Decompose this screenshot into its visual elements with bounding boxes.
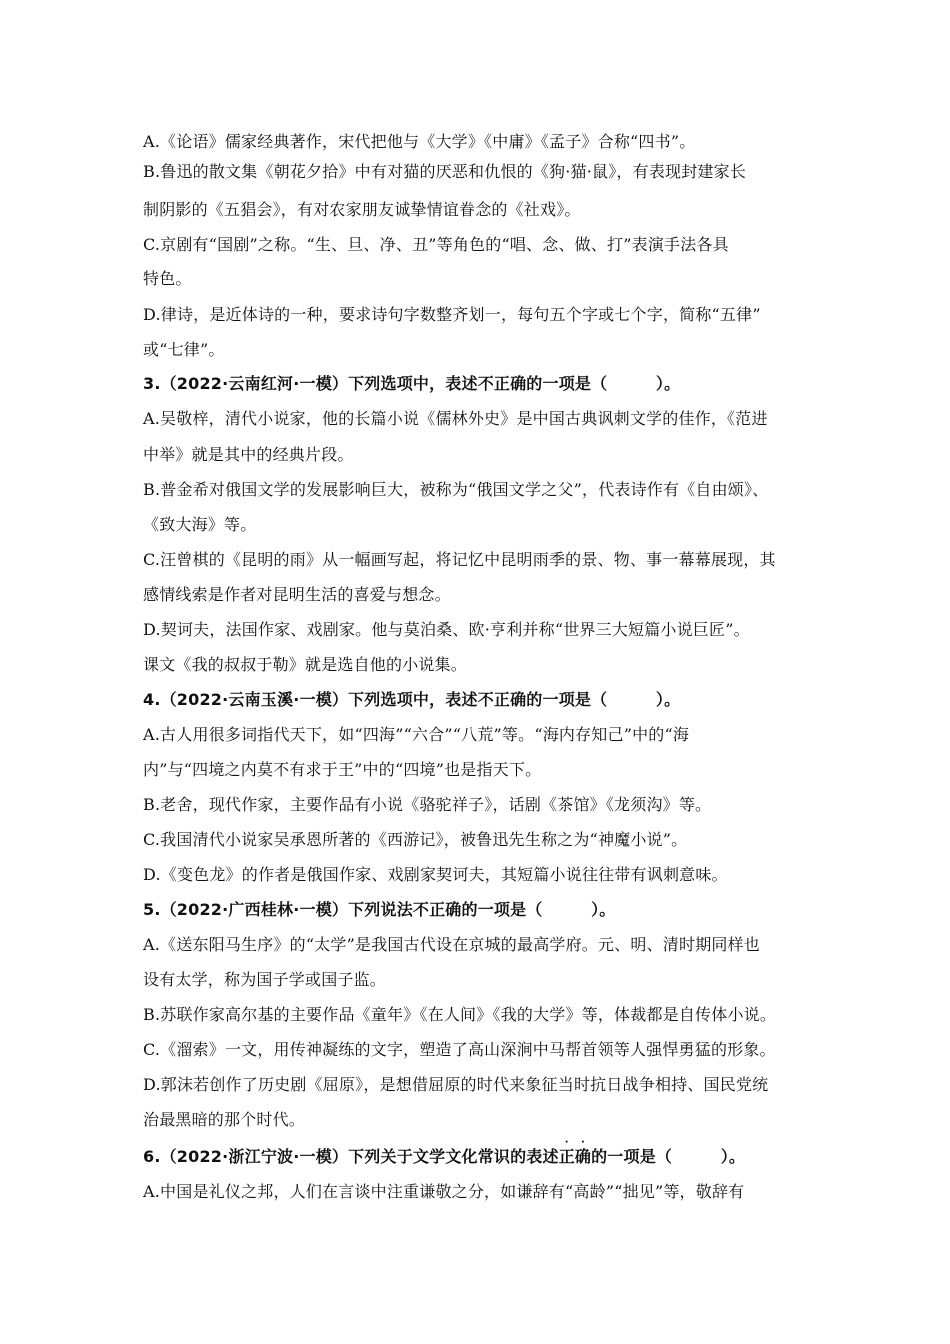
text-line: 或“七律”。 [143, 340, 225, 359]
text-line: 内”与“四境之内莫不有求于王”中的“四境”也是指天下。 [143, 760, 542, 779]
text-line: 制阴影的《五猖会》，有对农家朋友诚挚情谊眷念的《社戏》。 [143, 200, 581, 219]
text-line: D.契诃夫，法国作家、戏剧家。他与莫泊桑、欧·亨利并称“世界三大短篇小说巨匠”。 [143, 620, 750, 639]
text-line: B.鲁迅的散文集《朝花夕拾》中有对猫的厌恶和仇恨的《狗·猫·鼠》，有表现封建家长 [143, 162, 747, 181]
text-line: 《致大海》等。 [143, 515, 257, 534]
text-line: 特色。 [143, 269, 192, 288]
text-line: D.郭沫若创作了历史剧《屈原》，是想借屈原的时代来象征当时抗日战争相持、国民党统 [143, 1075, 769, 1094]
text-line: 课文《我的叔叔于勒》就是选自他的小说集。 [143, 655, 468, 674]
question-6-heading [143, 1137, 823, 1168]
emphasis-dot: · [564, 1137, 569, 1148]
question-4-heading: 4.（2022·云南玉溪·一模）下列选项中，表述不正确的一项是（ ）。 [143, 690, 681, 709]
text-line: A.古人用很多词指代天下，如“四海”“六合”“八荒”等。“海内存知己”中的“海 [143, 725, 690, 744]
emphasis-char: · 正 [558, 1137, 575, 1166]
text-line: A.《送东阳马生序》的“太学”是我国古代设在京城的最高学府。元、明、清时期同样也 [143, 935, 761, 954]
text-line: 设有太学，称为国子学或国子监。 [143, 970, 387, 989]
text-line: C.京剧有“国剧”之称。“生、旦、净、丑”等角色的“唱、念、做、打”表演手法各具 [143, 235, 729, 254]
emphasis-dot: · [581, 1137, 585, 1148]
question-3-heading: 3.（2022·云南红河·一模）下列选项中，表述不正确的一项是（ ）。 [143, 374, 681, 393]
text-line: 感情线索是作者对昆明生活的喜爱与想念。 [143, 585, 451, 604]
text-line: 中举》就是其中的经典片段。 [143, 445, 354, 464]
text-line: C.汪曾棋的《昆明的雨》从一幅画写起，将记忆中昆明雨季的景、物、事一幕幕展现，其 [143, 550, 776, 569]
text-line: A.中国是礼仪之邦，人们在言谈中注重谦敬之分，如谦辞有“高龄”“拙见”等，敬辞有 [143, 1182, 745, 1201]
question-5-heading: 5.（2022·广西桂林·一模）下列说法不正确的一项是（ ）。 [143, 900, 616, 919]
text-line: A.吴敬梓，清代小说家，他的长篇小说《儒林外史》是中国古典讽刺文学的佳作，《范进 [143, 409, 768, 428]
question-6-text-after: 的一项是（ ）。 [591, 1147, 746, 1166]
emphasis-char: · 确 [574, 1137, 592, 1166]
text-line: C.《溜索》一文，用传神凝练的文字，塑造了高山深涧中马帮首领等人强悍勇猛的形象。 [143, 1040, 776, 1059]
text-line: D.《变色龙》的作者是俄国作家、戏剧家契诃夫，其短篇小说往往带有讽刺意味。 [143, 865, 728, 884]
text-line: A.《论语》儒家经典著作，宋代把他与《大学》《中庸》《孟子》合称“四书”。 [143, 132, 696, 151]
text-line: D.律诗，是近体诗的一种，要求诗句字数整齐划一，每句五个字或七个字，简称“五律” [143, 305, 761, 324]
text-line: B.老舍，现代作家，主要作品有小说《骆驼祥子》，话剧《茶馆》《龙须沟》等。 [143, 795, 712, 814]
text-line: 治最黑暗的那个时代。 [143, 1110, 306, 1129]
text-line: C.我国清代小说家吴承恩所著的《西游记》，被鲁迅先生称之为“神魔小说”。 [143, 830, 688, 849]
question-6-text-before: 6.（2022·浙江宁波·一模）下列关于文学文化常识的表述 [143, 1147, 559, 1166]
text-line: B.普金希对俄国文学的发展影响巨大，被称为“俄国文学之父”，代表诗作有《自由颂》、 [143, 480, 769, 499]
text-line: B.苏联作家高尔基的主要作品《童年》《在人间》《我的大学》等，体裁都是自传体小说。 [143, 1005, 777, 1024]
